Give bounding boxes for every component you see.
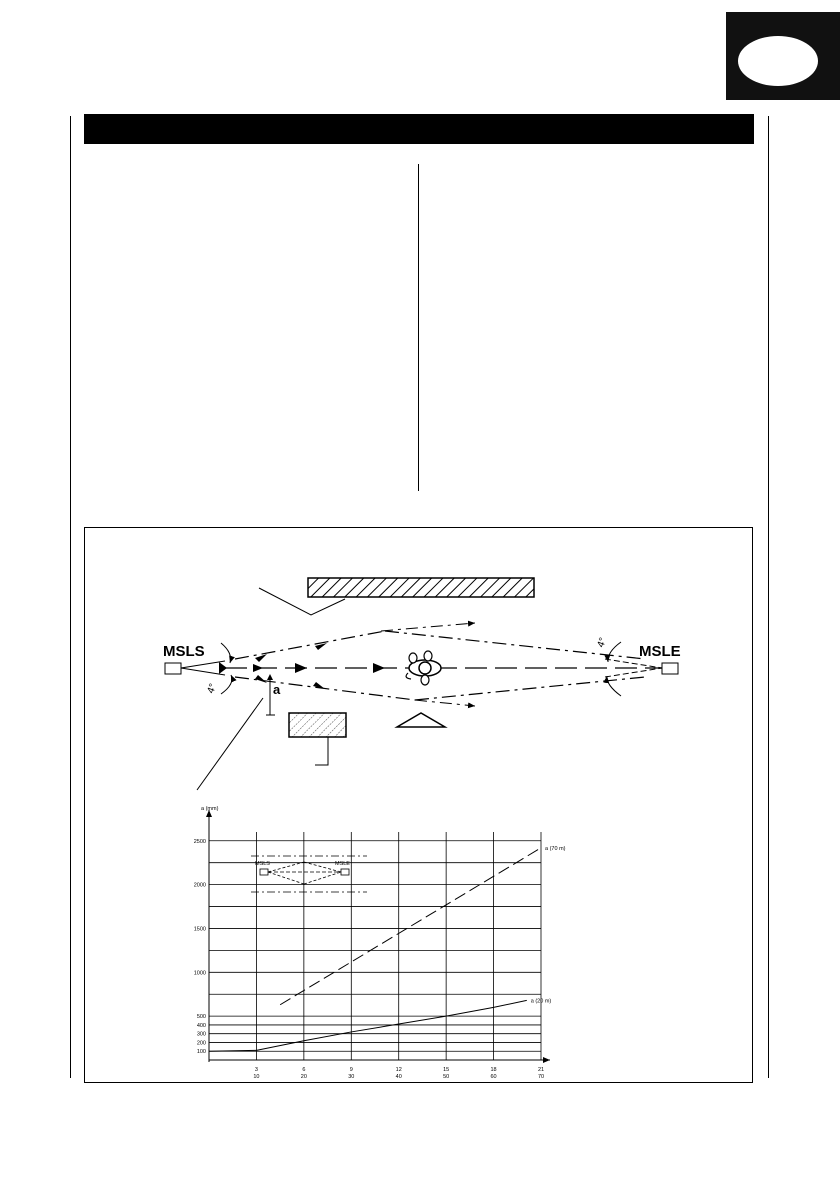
inset-diagram: [249, 854, 367, 894]
figure-frame: [84, 527, 753, 1083]
x-tick-label-primary: 12: [395, 1067, 402, 1073]
receiver-label: MSLE: [639, 643, 681, 660]
section-header-bar: [84, 114, 754, 144]
person-icon: [406, 651, 441, 685]
column-divider: [418, 164, 419, 491]
figure-svg: [85, 528, 754, 1084]
x-tick-label-primary: 21: [537, 1067, 545, 1073]
upper-beam: [235, 631, 385, 659]
distance-chart: [194, 806, 566, 1080]
y-tick-label: 2500: [193, 838, 206, 845]
wall-obstacle: [308, 578, 534, 597]
y-tick-label: 200: [196, 1040, 206, 1047]
x-tick-label-primary: 9: [349, 1067, 353, 1073]
y-tick-label: 100: [196, 1049, 206, 1056]
series-label-1: a (20 m): [530, 998, 552, 1005]
receiver-unit: [662, 663, 678, 674]
x-tick-label-secondary: 50: [443, 1074, 450, 1080]
sender-angle-label: 4°: [205, 682, 220, 696]
x-tick-label-secondary: 70: [537, 1074, 545, 1080]
y-tick-label: 500: [196, 1014, 206, 1021]
floor-obstacle: [289, 713, 346, 737]
y-tick-label: 300: [196, 1031, 206, 1038]
series-label-0: a (70 m): [545, 845, 566, 852]
left-margin-rule: [70, 116, 71, 1078]
x-tick-label-primary: 18: [490, 1067, 497, 1073]
y-tick-label: 400: [196, 1022, 206, 1029]
distance-label: a: [273, 682, 281, 697]
inset-sender-label: MSLS: [255, 861, 270, 867]
y-tick-label: 1000: [193, 970, 206, 977]
inset-receiver-label: MSLE: [335, 861, 350, 867]
x-tick-label-primary: 3: [254, 1067, 258, 1073]
sender-label: MSLS: [163, 643, 205, 660]
warning-triangle: [397, 713, 445, 727]
y-tick-label: 1500: [193, 926, 206, 933]
x-tick-label-primary: 6: [302, 1067, 306, 1073]
language-tab: [726, 12, 840, 100]
y-axis-label: a (mm): [201, 806, 219, 812]
right-margin-rule: [768, 116, 769, 1078]
x-tick-label-secondary: 30: [348, 1074, 355, 1080]
x-tick-label-secondary: 60: [490, 1074, 497, 1080]
sender-unit: [165, 663, 181, 674]
x-tick-label-primary: 15: [443, 1067, 450, 1073]
y-tick-label: 2000: [193, 882, 206, 889]
receiver-angle-label: 4°: [595, 636, 610, 650]
x-tick-label-secondary: 10: [253, 1074, 260, 1080]
language-badge: [738, 36, 818, 86]
x-tick-label-secondary: 20: [300, 1074, 307, 1080]
x-tick-label-secondary: 40: [395, 1074, 402, 1080]
light-curtain-diagram: [163, 578, 681, 790]
